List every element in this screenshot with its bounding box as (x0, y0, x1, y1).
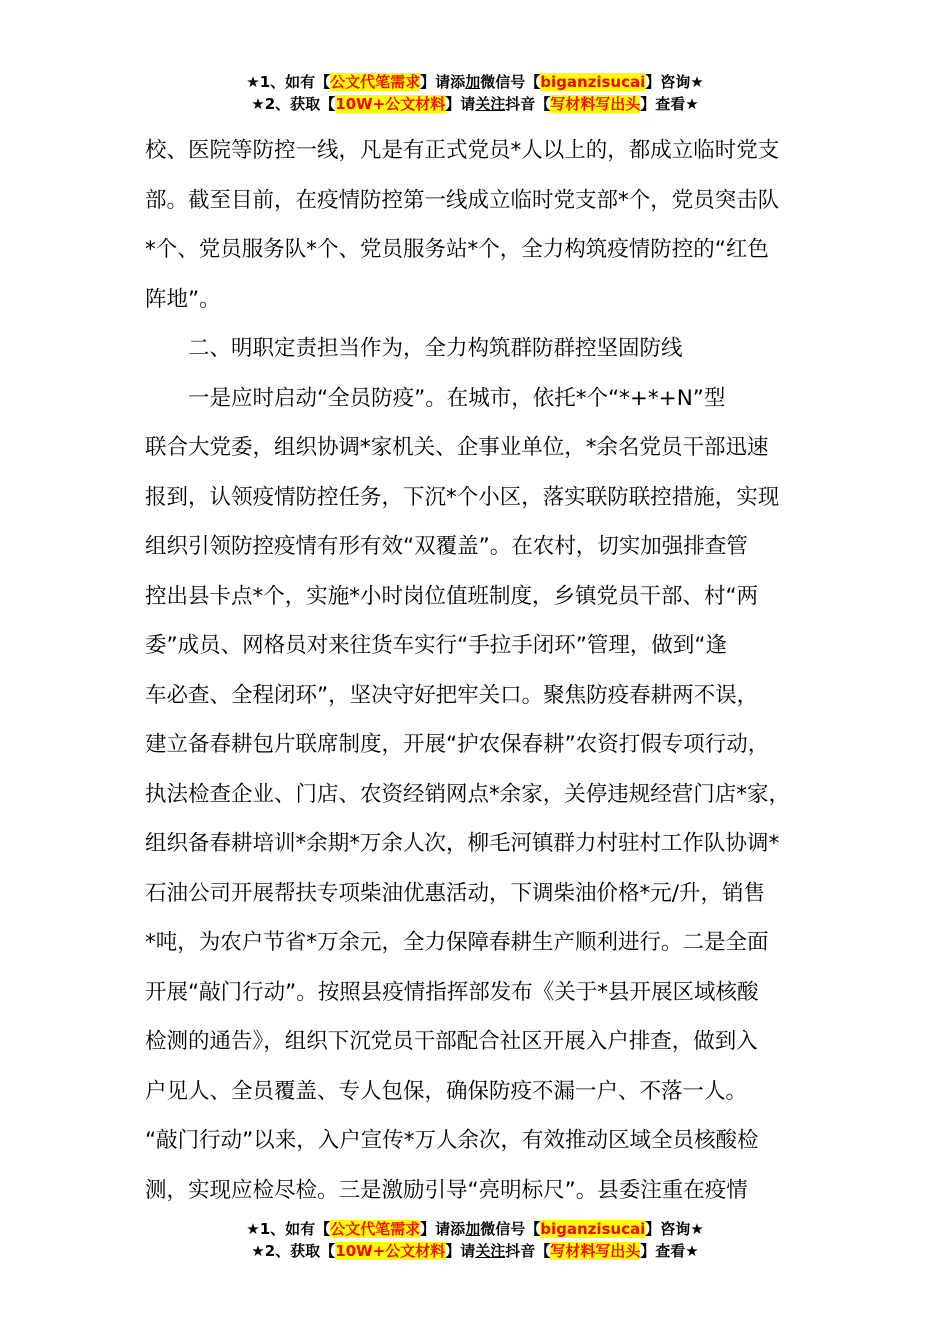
body-line: 车必查、全程闭环”，坚决守好把牢关口。聚焦防疫春耕两不误， (145, 682, 759, 708)
body-line: “敲门行动”以来，入户宣传*万人余次，有效推动区域全员核酸检 (145, 1128, 759, 1153)
body-line: 联合大党委，组织协调*家机关、企事业单位，*余名党员干部迅速 (145, 435, 769, 460)
banner-douyin-id: 写材料写出头 (550, 1242, 641, 1260)
body-line: 阵地”。 (145, 286, 221, 312)
banner-line-2 (0, 1240, 950, 1262)
body-line: 建立备春耕包片联席制度，开展“护农保春耕”农资打假专项行动， (145, 732, 770, 757)
body-line: 校、医院等防控一线，凡是有正式党员*人以上的，都成立临时党支 (145, 138, 780, 163)
body-line: *吨，为农户节省*万余元，全力保障春耕生产顺利进行。二是全面 (145, 930, 769, 955)
banner-text: 】咨询★ (645, 73, 704, 91)
banner-text: ★2、获取【 (251, 95, 336, 113)
body-line: *个、党员服务队*个、党员服务站*个，全力构筑疫情防控的“红色 (145, 237, 769, 262)
banner-douyin-id: 写材料写出头 (550, 95, 641, 113)
banner-text: ★1、如有【 (246, 1220, 331, 1238)
banner-text: 】查看★ (640, 95, 699, 113)
section-heading: 二、明职定责担当作为，全力构筑群防群控坚固防线 (188, 336, 683, 361)
banner-line-1 (0, 1218, 950, 1240)
banner-text: 】请关注抖音【 (445, 95, 551, 113)
body-line: 控出县卡点*个，实施*小时岗位值班制度，乡镇党员干部、村“两 (145, 583, 759, 609)
body-line: 组织引领防控疫情有形有效“双覆盖”。在农村，切实加强排查管 (145, 534, 748, 559)
banner-text: ★1、如有【 (246, 73, 331, 91)
banner-text: ★2、获取【 (251, 1242, 336, 1260)
banner-highlight: 公文代笔需求 (330, 73, 421, 91)
banner-text: 】请添加微信号【 (420, 73, 541, 91)
banner-wechat-id: biganzisucai (540, 73, 646, 91)
body-line: 报到，认领疫情防控任务，下沉*个小区，落实联防联控措施，实现 (145, 484, 780, 510)
banner-line-2 (0, 93, 950, 115)
document-body (145, 126, 830, 1215)
banner-text: 】请添加微信号【 (420, 1220, 541, 1238)
body-line: 执法检查企业、门店、农资经销网点*余家，关停违规经营门店*家， (145, 781, 791, 807)
footer-banner (0, 1218, 950, 1262)
body-line: 委”成员、网格员对来往货车实行“手拉手闭环”管理，做到“逢 (145, 633, 728, 658)
body-line: 部。截至目前，在疫情防控第一线成立临时党支部*个，党员突击队 (145, 187, 780, 213)
header-banner (0, 71, 950, 115)
body-line: 检测的通告》，组织下沉党员干部配合社区开展入户排查，做到入 (145, 1029, 758, 1054)
banner-text: 】咨询★ (645, 1220, 704, 1238)
banner-text: 】请关注抖音【 (445, 1242, 551, 1260)
body-line: 测，实现应检尽检。三是激励引导“亮明标尺”。县委注重在疫情 (145, 1177, 748, 1203)
banner-highlight: 10W+公文材料 (335, 1242, 446, 1260)
banner-text: 】查看★ (640, 1242, 699, 1260)
body-line: 石油公司开展帮扶专项柴油优惠活动，下调柴油价格*元/升，销售 (145, 880, 765, 906)
banner-highlight: 10W+公文材料 (335, 95, 446, 113)
banner-highlight: 公文代笔需求 (330, 1220, 421, 1238)
body-line: 一是应时启动“全员防疫”。在城市，依托*个“*+*+N”型 (188, 385, 726, 411)
banner-wechat-id: biganzisucai (540, 1220, 646, 1238)
body-line: 开展“敲门行动”。按照县疫情指挥部发布《关于*县开展区域核酸 (145, 979, 759, 1005)
body-line: 户见人、全员覆盖、专人包保，确保防疫不漏一户、不落一人。 (145, 1078, 748, 1104)
body-line: 组织备春耕培训*余期*万余人次，柳毛河镇群力村驻村工作队协调* (145, 831, 780, 856)
banner-line-1 (0, 71, 950, 93)
